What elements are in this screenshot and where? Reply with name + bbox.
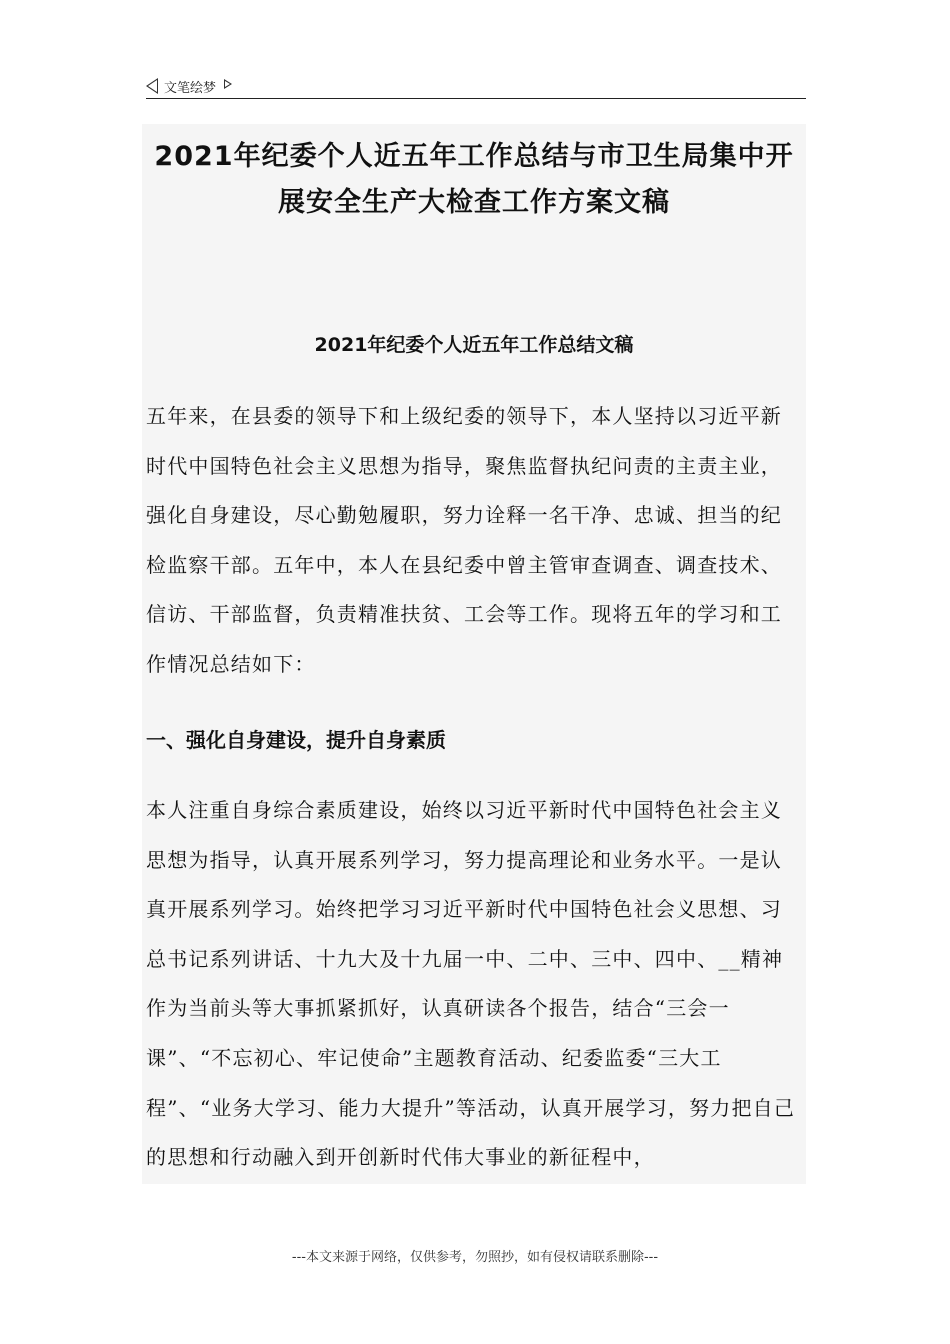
document-title-line1: 2021年纪委个人近五年工作总结与市卫生局集中开	[154, 141, 794, 172]
paragraph-intro: 五年来，在县委的领导下和上级纪委的领导下，本人坚持以习近平新时代中国特色社会主义思想为指导，聚焦监督执纪问责的主责主业，强化自身建设，尽心勤勉履职，努力诠释一名干净、忠诚、担当的纪检监察干部。五年中，本人在县纪委中曾主管审查调查、调查技术、信访、干部监督，负责精准扶贫、工会等工作。现将五年的学习和工作情况总结如下：	[146, 404, 782, 676]
section-title: 2021年纪委个人近五年工作总结文稿	[314, 334, 634, 356]
heading-strengthen-self: 一、强化自身建设，提升自身素质	[146, 728, 446, 752]
triangle-left-icon	[146, 78, 158, 94]
triangle-right-icon	[224, 79, 232, 89]
header-text: 文笔绘梦	[164, 80, 217, 96]
document-title-line2: 展安全生产大检查工作方案文稿	[278, 187, 670, 218]
page-footer: ---本文来源于网络，仅供参考，勿照抄，如有侵权请联系删除---	[291, 1250, 659, 1265]
paragraph-self-building: 本人注重自身综合素质建设，始终以习近平新时代中国特色社会主义思想为指导，认真开展系列学习，努力提高理论和业务水平。一是认真开展系列学习。始终把学习习近平新时代中国特色社会义思想、习总书记系列讲话、十九大及十九届一中、二中、三中、四中、__精神作为当前头等大事抓紧抓好，认真研读各个报告，结合“三会一课”、“不忘初心、牢记使命”主题教育活动、纪委监委“三大工程”、“业务大学习、能力大提升”等活动，认真开展学习，努力把自己的思想和行动融入到开创新时代伟大事业的新征程中，	[146, 798, 796, 1170]
page-header	[146, 74, 806, 99]
document-body	[142, 124, 806, 1184]
document-title	[142, 134, 806, 226]
